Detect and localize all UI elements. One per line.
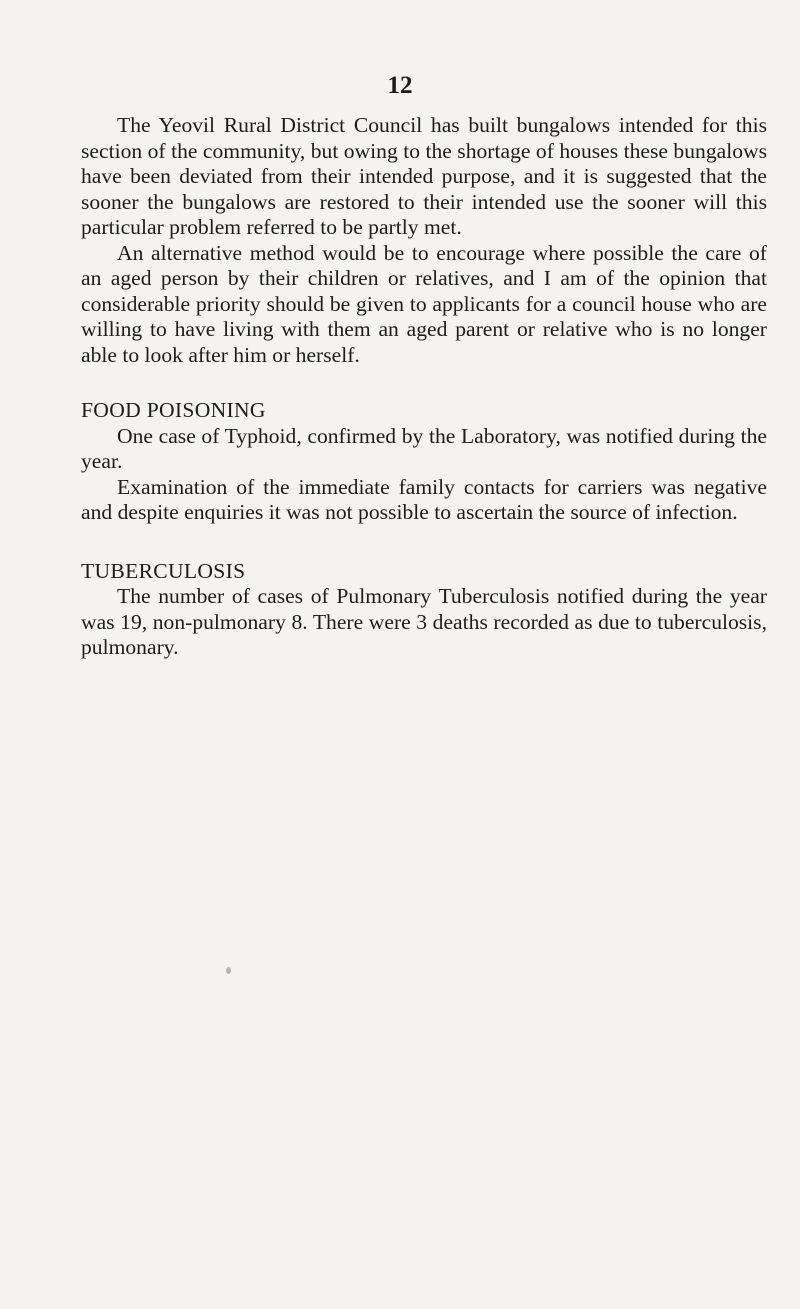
paragraph-contacts-examination: Examination of the immediate family contacts for carriers was negative and despite enquiries it was not possible to ascertain the source of infection.	[81, 474, 767, 524]
paper-speck	[226, 967, 231, 974]
paragraph-aged-care: An alternative method would be to encourage where possible the care of an aged person by their children or relatives, and I am of the opinion that considerable priority should be given to applicants for a council house who are willing to have living with them an aged parent or relative who is no longer able to look after him or herself.	[81, 240, 767, 367]
heading-food-poisoning: FOOD POISONING	[81, 398, 266, 422]
page-body	[81, 113, 767, 661]
page-number: 12	[387, 72, 413, 99]
paragraph-bungalows: The Yeovil Rural District Council has built bungalows intended for this section of the community, but owing to the shortage of houses these bungalows have been deviated from their intended purpose, and it is suggested that the sooner the bungalows are restored to their intended use the sooner will this particular problem referred to be partly met.	[81, 113, 767, 239]
heading-tuberculosis: TUBERCULOSIS	[81, 558, 246, 583]
paragraph-typhoid-case: One case of Typhoid, confirmed by the Laboratory, was notified during the year.	[81, 423, 767, 473]
paragraph-tuberculosis-cases: The number of cases of Pulmonary Tuberculosis notified during the year was 19, non-pulmonary 8. There were 3 deaths recorded as due to tuberculosis, pulmonary.	[81, 584, 767, 659]
